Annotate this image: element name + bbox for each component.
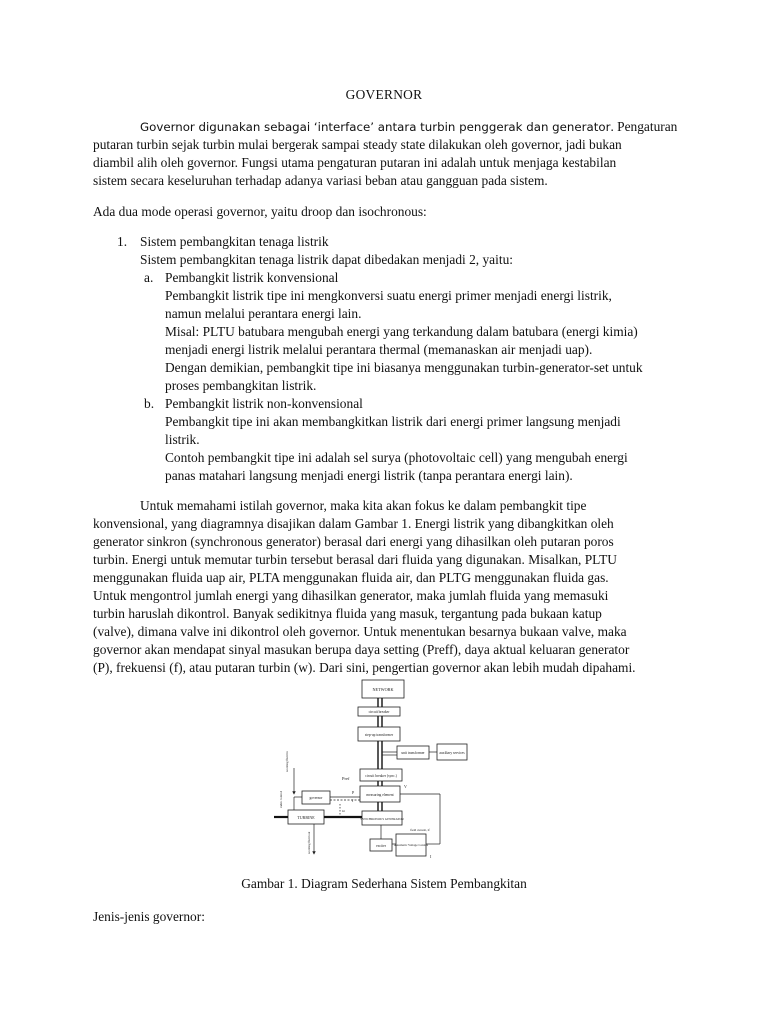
page-title: GOVERNOR: [345, 87, 423, 102]
working-fluid-out-label: working fluid out: [307, 831, 311, 854]
list-number-1: 1.: [117, 234, 128, 249]
list-b-line: Pembangkit tipe ini akan membangkitkan listrik dari energi primer langsung menjadi: [165, 414, 621, 429]
v-label: V: [404, 784, 407, 789]
sync-generator-label: SYNCHRONOUS GENERATOR: [360, 817, 404, 821]
auxiliary-services-label: auxiliary services: [439, 751, 465, 755]
para3-line: turbin. Energi untuk memutar turbin tersebut berasal dari fluida yang digunakan. Misalkan, PLTU: [93, 552, 617, 567]
para3-line: Untuk mengontrol jumlah energi yang dihasilkan generator, maka jumlah fluida yang memasuki: [93, 588, 609, 603]
list-a-marker: a.: [144, 270, 154, 285]
para2: Ada dua mode operasi governor, yaitu droop dan isochronous:: [93, 204, 427, 219]
circuit-breaker-label: circuit breaker: [368, 710, 390, 714]
avr-label: Automatic Voltage Control: [393, 843, 429, 847]
list-a-line: proses pembangkitan listrik.: [165, 378, 317, 393]
i-label: I: [430, 854, 432, 859]
network-label: NETWORK: [372, 687, 394, 692]
measuring-element-label: measuring element: [366, 793, 394, 797]
unit-transformer-label: unit transformer: [401, 751, 425, 755]
para1-line4: sistem secara keseluruhan terhadap adanya variasi beban atau gangguan pada sistem.: [93, 173, 548, 188]
list-a-line: menjadi energi listrik melalui perantara thermal (memanaskan air menjadi uap).: [165, 342, 593, 357]
list-b-line: Contoh pembangkit tipe ini adalah sel surya (photovoltaic cell) yang mengubah energi: [165, 450, 628, 465]
para3-line: menggunakan fluida uap air, PLTA menggunakan fluida air, dan PLTG menggunakan fluida gas.: [93, 570, 609, 585]
para1-line1-rest: . Pengaturan: [610, 119, 678, 134]
field-current-label: field current, if: [410, 828, 430, 832]
para3-line: konvensional, yang diagramnya disajikan dalam Gambar 1. Energi listrik yang dibangkitkan oleh: [93, 516, 614, 531]
para3-line: (P), frekuensi (f), atau putaran turbin (w). Dari sini, pengertian governor akan lebih mudah dipahami.: [93, 660, 636, 675]
omega-label: ω: [342, 808, 345, 813]
list-a-line: Dengan demikian, pembangkit tipe ini biasanya menggunakan turbin-generator-set untuk: [165, 360, 643, 375]
p-label: P: [352, 790, 355, 795]
list-a-line: Pembangkit listrik tipe ini mengkonversi suatu energi primer menjadi energi listrik,: [165, 288, 612, 303]
list-b-line: panas matahari langsung menjadi energi listrik (tanpa perantara energi lain).: [165, 468, 573, 483]
list-b-line: listrik.: [165, 432, 200, 447]
para1-line1-sans: Governor digunakan sebagai ‘interface’ antara turbin penggerak dan generator: [140, 120, 611, 134]
generation-system-diagram: [270, 676, 470, 866]
circuit-breaker-sync-label: circuit breaker (sync.): [365, 774, 397, 778]
step-up-transformer-label: step-up transformer: [364, 733, 394, 737]
para1-line3: diambil alih oleh governor. Fungsi utama pengaturan putaran ini adalah untuk menjaga kestabilan: [93, 155, 617, 170]
list-a-line: Misal: PLTU batubara mengubah energi yang terkandung dalam batubara (energi kimia): [165, 324, 638, 339]
list-a-heading: Pembangkit listrik konvensional: [165, 270, 339, 285]
governor-label: governor: [309, 796, 323, 800]
list-intro: Sistem pembangkitan tenaga listrik dapat dibedakan menjadi 2, yaitu:: [140, 252, 513, 267]
f-label: f: [352, 798, 354, 803]
para1-line2: putaran turbin sejak turbin mulai bergerak sampai steady state dilakukan oleh governor, jadi bukan: [93, 137, 622, 152]
list-a-line: namun melalui perantara energi lain.: [165, 306, 362, 321]
list-heading-1: Sistem pembangkitan tenaga listrik: [140, 234, 329, 249]
exciter-label: exciter: [376, 844, 386, 848]
turbine-label: TURBINE: [297, 815, 315, 820]
list-b-heading: Pembangkit listrik non-konvensional: [165, 396, 363, 411]
para3-line: Untuk memahami istilah governor, maka kita akan fokus ke dalam pembangkit tipe: [140, 498, 587, 513]
para3-line: governor akan mendapat sinyal masukan berupa daya setting (Preff), daya aktual keluaran generator: [93, 642, 630, 657]
figure-caption: Gambar 1. Diagram Sederhana Sistem Pembangkitan: [241, 876, 527, 891]
para4: Jenis-jenis governor:: [93, 909, 205, 924]
list-b-marker: b.: [144, 396, 155, 411]
para3-line: (valve), dimana valve ini dikontrol oleh governor. Untuk menentukan besarnya bukaan valve, maka: [93, 624, 627, 639]
working-fluid-in-label: working fluid in: [285, 751, 289, 772]
para3-line: generator sinkron (synchronous generator) berasal dari energi yang dihasilkan oleh putaran poros: [93, 534, 614, 549]
pref-label: Pref: [342, 776, 350, 781]
valve-control-label: valve control: [279, 791, 283, 808]
para3-line: turbin haruslah dikontrol. Banyak sedikitnya fluida yang masuk, tergantung pada bukaan katup: [93, 606, 602, 621]
para1-line1: [140, 118, 677, 136]
